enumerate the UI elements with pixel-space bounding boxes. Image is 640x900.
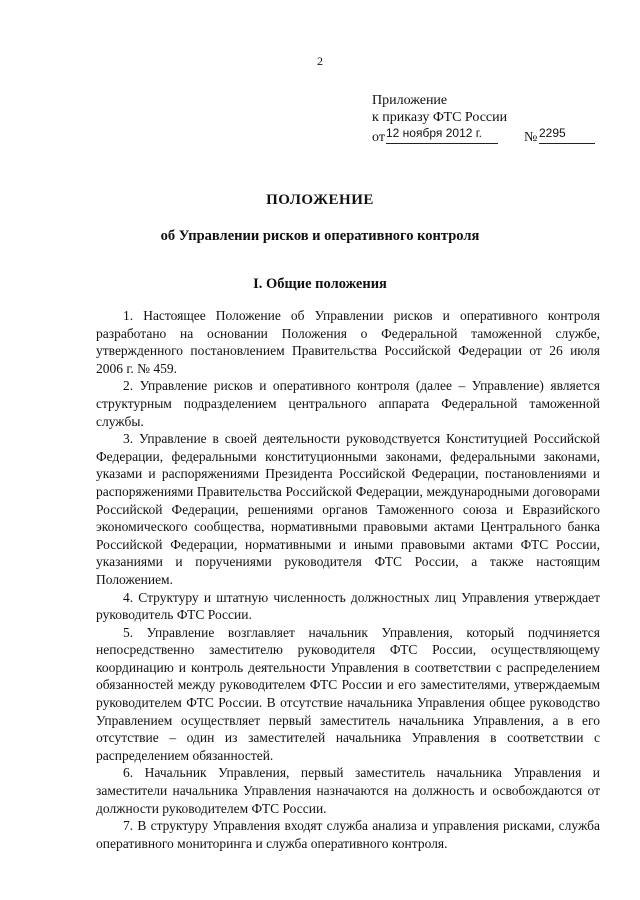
body-text — [96, 307, 600, 852]
paragraph-3: 3. Управление в своей деятельности руководствуется Конституцией Российской Федерации, федеральными конституционными законами, федеральными законами, указами и распоряжениями Президента Российской Федерации, постановлениями и распоряжениями Правительства Российской Федерации, международными договорами Российской Федерации, решениями органов Таможенного союза и Евразийского экономического сообщества, нормативными правовыми актами Центрального банка Российской Федерации, нормативными и иными правовыми актами ФТС России, указаниями и поручениями руководителя ФТС России, а также настоящим Положением. — [96, 431, 600, 587]
order-date: 12 ноября 2012 г. — [386, 126, 498, 144]
appendix-label: Приложение — [372, 93, 448, 108]
paragraph-2: 2. Управление рисков и оперативного контроля (далее – Управление) является структурным подразделением центрального аппарата Федеральной таможенной службы. — [96, 378, 600, 429]
appendix-order-details — [372, 126, 566, 145]
document-subtitle: об Управлении рисков и оперативного контроля — [160, 228, 480, 244]
order-number: 2295 — [539, 126, 595, 144]
paragraph-7: 7. В структуру Управления входят служба анализа и управления рисками, служба оперативного мониторинга и служба оперативного контроля. — [96, 818, 600, 851]
paragraph-4: 4. Структуру и штатную численность должностных лиц Управления утверждает руководитель ФТС России. — [96, 589, 600, 623]
appendix-block — [372, 92, 566, 145]
appendix-order-ref: к приказу ФТС России — [372, 110, 508, 125]
from-label: от — [372, 130, 385, 145]
number-label: № — [524, 130, 538, 145]
paragraph-5: 5. Управление возглавляет начальник Управления, который подчиняется непосредственно заместителю руководителя ФТС России, осуществляющему координацию и контроль деятельности Управления в соответствии с распределением обязанностей между руководителем ФТС России и его заместителями, утверждаемым руководителем ФТС России. В отсутствие начальника Управления общее руководство Управлением осуществляет первый заместитель начальника Управления, а в его отсутствие – один из заместителей начальника Управления в соответствии с распределением обязанностей. — [96, 624, 600, 763]
paragraph-1: 1. Настоящее Положение об Управлении рисков и оперативного контроля разработано на основании Положения о Федеральной таможенной службе, утвержденного постановлением Правительства Российской Федерации от 26 июля 2006 г. № 459. — [96, 308, 600, 376]
paragraph-6: 6. Начальник Управления, первый заместитель начальника Управления и заместители начальника Управления назначаются на должность и освобождаются от должности руководителем ФТС России. — [96, 765, 600, 816]
section-title: I. Общие положения — [253, 276, 387, 292]
page-number: 2 — [317, 54, 323, 68]
document-title: ПОЛОЖЕНИЕ — [266, 192, 374, 208]
